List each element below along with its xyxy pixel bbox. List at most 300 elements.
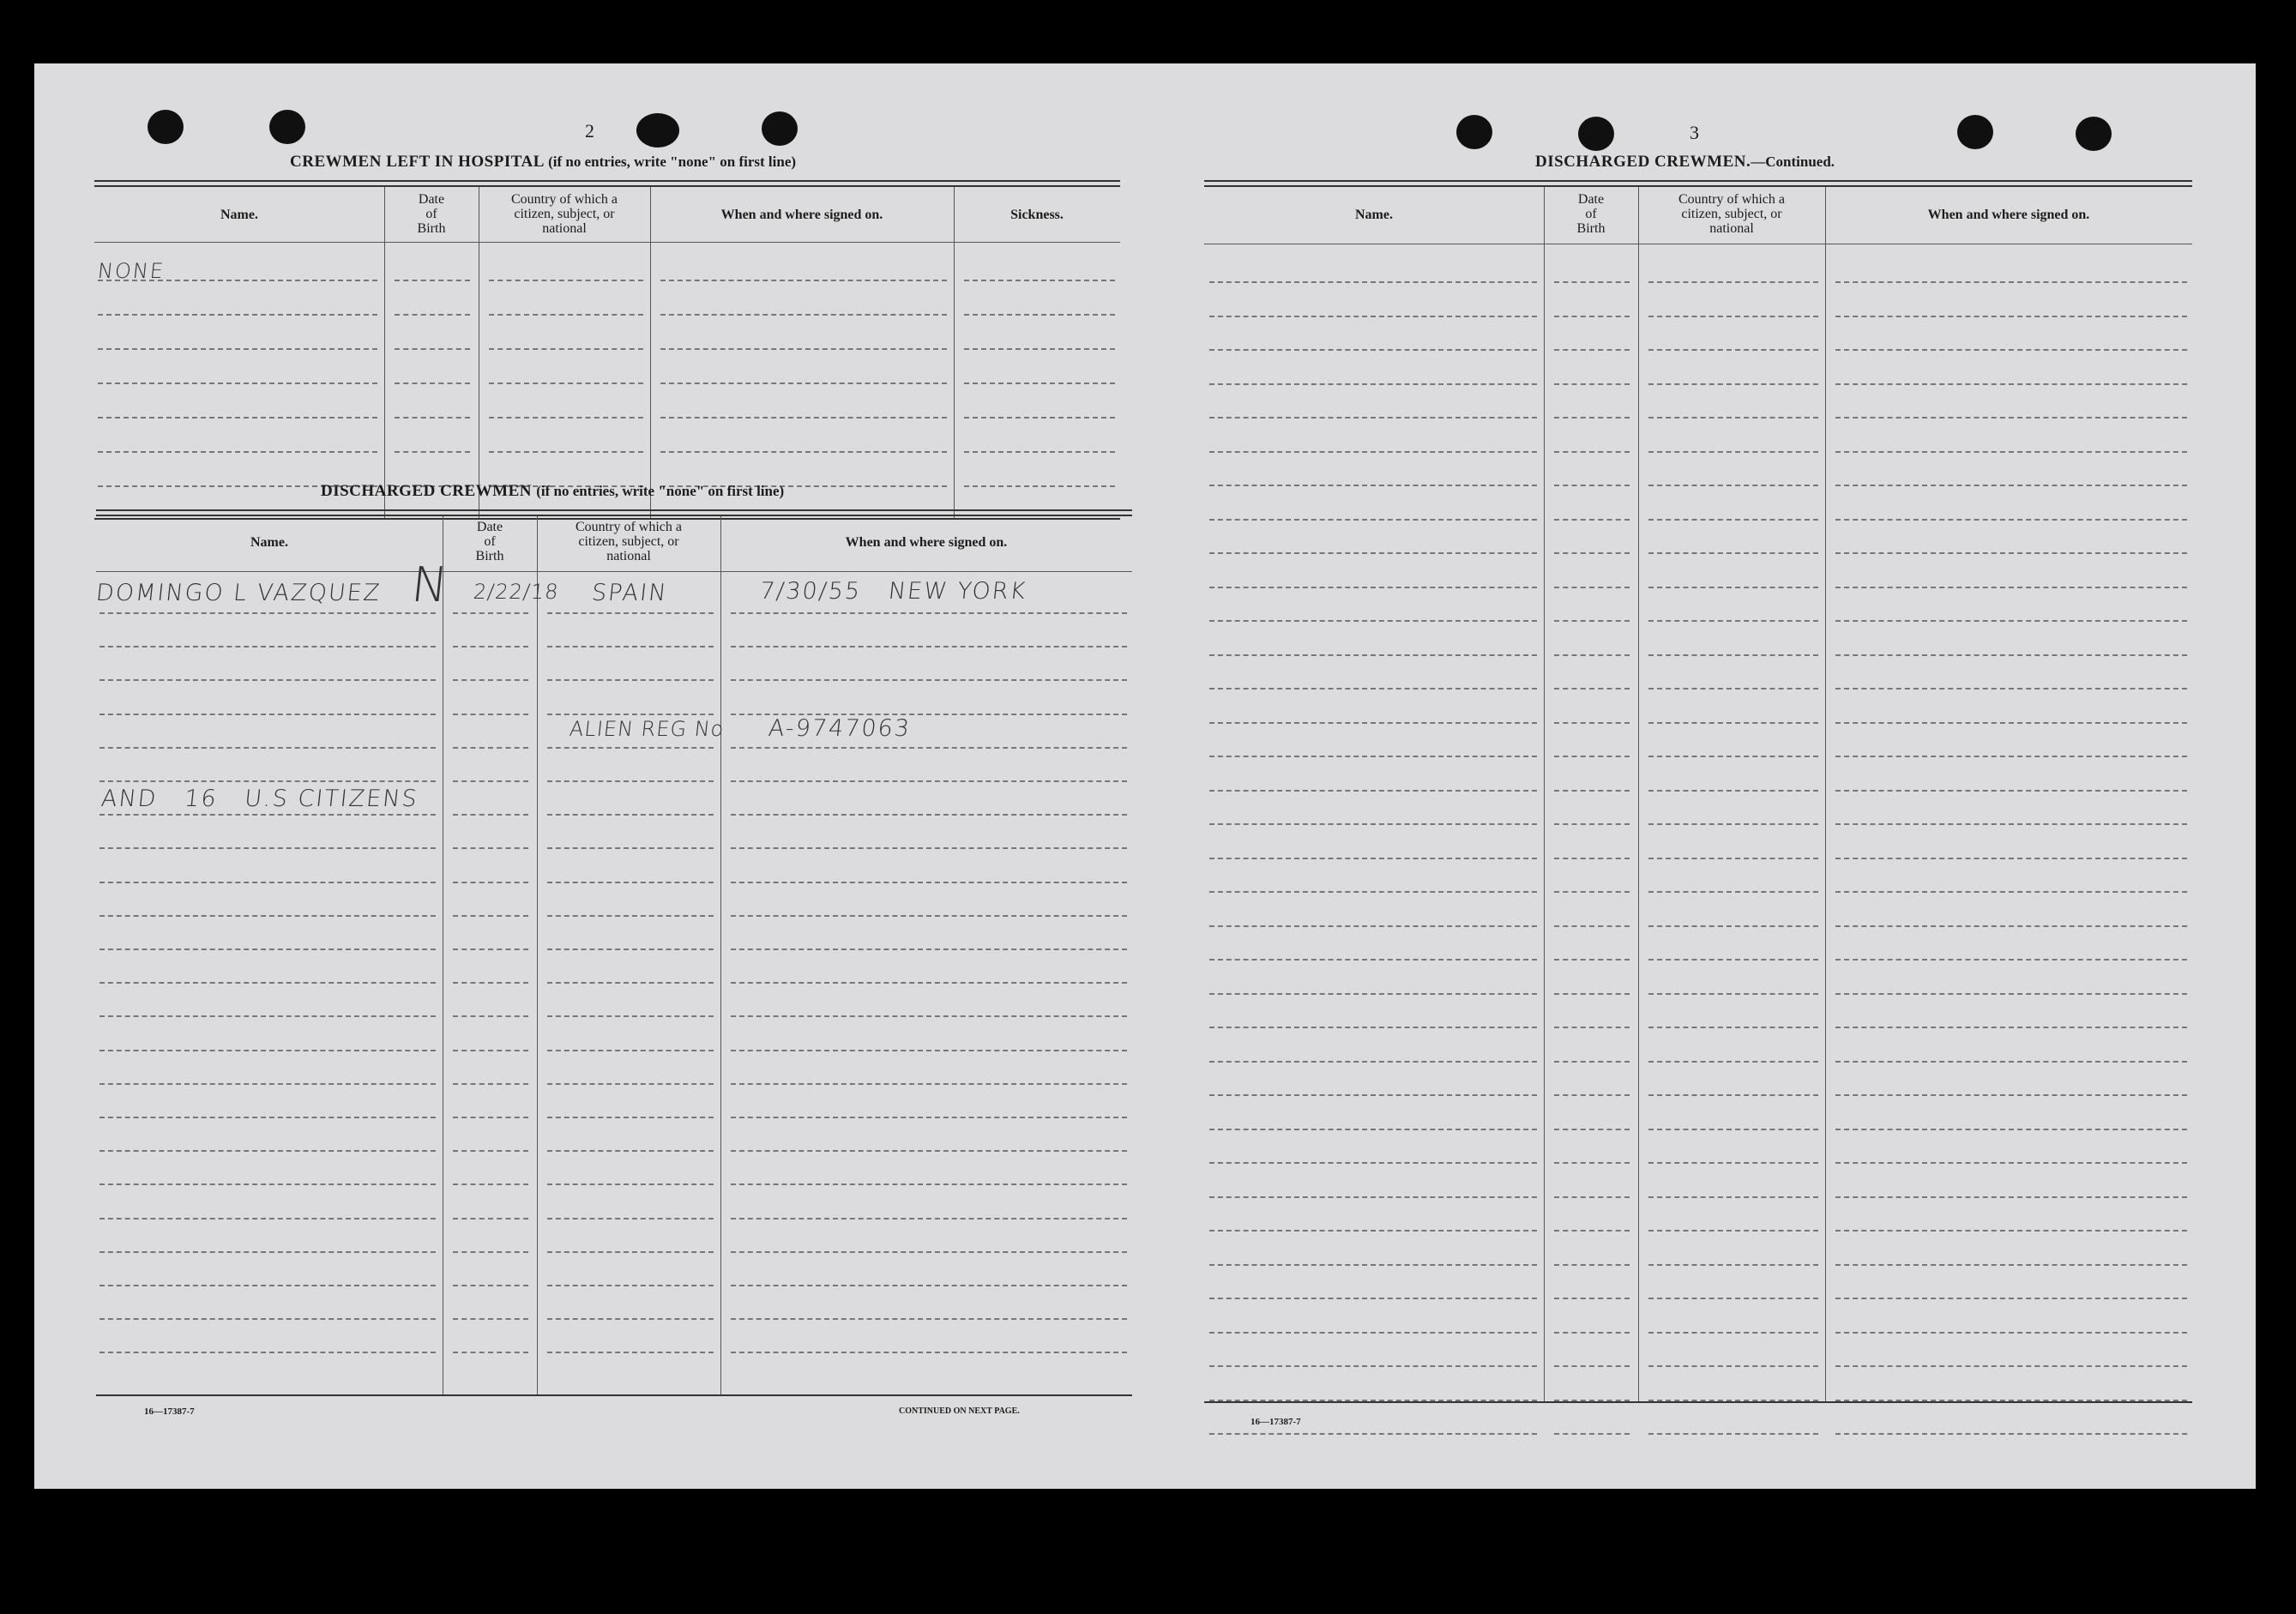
ruled-line [1209,1129,1537,1130]
header-country: Country of which a citizen, subject, or national [1678,192,1785,236]
ruled-line [1209,1162,1537,1164]
ruled-line [1209,790,1537,792]
ruled-line [547,780,714,782]
ruled-line [453,780,528,782]
ruled-line [99,1183,436,1185]
ruled-line [547,847,714,849]
ruled-line [547,1117,714,1118]
ruled-line [1648,858,1818,859]
crewman-name: DOMINGO L VAZQUEZ [94,580,383,606]
ruled-line [453,1015,528,1017]
ruled-line [731,679,1127,681]
continued-note: CONTINUED ON NEXT PAGE. [899,1406,1020,1416]
ruled-line [453,1150,528,1152]
ruled-line [1554,1365,1630,1367]
ruled-line [453,814,528,816]
ruled-line [99,646,436,647]
ruled-line [1209,316,1537,317]
ruled-line [453,915,528,917]
ruled-line [1648,993,1818,995]
ruled-line [489,348,643,350]
ruled-line [1209,281,1537,283]
ruled-line [1554,993,1630,995]
ruled-line [1554,1264,1630,1266]
ruled-line [547,982,714,984]
ruled-line [1648,519,1818,521]
ruled-line [1648,1230,1818,1232]
punch-hole [269,110,305,144]
ruled-line [1648,1061,1818,1063]
ruled-line [99,1285,436,1286]
ruled-line [731,1183,1127,1185]
ruled-line [1648,1129,1818,1130]
ruled-line [660,417,947,419]
ruled-line [547,915,714,917]
ruled-line [99,915,436,917]
ruled-line [660,314,947,316]
ruled-line [1209,756,1537,757]
ruled-line [1554,1094,1630,1096]
document-sheet [34,63,2256,1489]
ruled-line [453,1083,528,1085]
ruled-line [1835,1196,2187,1198]
ruled-line [395,280,470,281]
ruled-line [1835,1298,2187,1299]
hospital-entry: NONE [96,259,166,283]
ruled-line [395,382,470,384]
ruled-line [1648,756,1818,757]
right-section-title [1535,153,1835,172]
ruled-line [547,1352,714,1353]
ruled-line [489,314,643,316]
ruled-line [660,382,947,384]
ruled-line [964,382,1115,384]
punch-hole [1578,117,1614,151]
ruled-line [964,485,1115,487]
ruled-line [1835,654,2187,656]
header-name: Name. [1355,208,1393,222]
header-name: Name. [220,208,258,222]
ruled-line [1648,1298,1818,1299]
ruled-line [395,314,470,316]
column-divider [537,516,538,1394]
ruled-line [1554,1129,1630,1130]
ruled-line [964,280,1115,281]
ruled-line [1209,993,1537,995]
ruled-line [1648,620,1818,622]
ruled-line [731,780,1127,782]
discharged-section-title [321,482,784,501]
ruled-line [1209,1298,1537,1299]
ruled-line [1209,349,1537,351]
ruled-line [1209,1332,1537,1334]
ruled-line [1835,1129,2187,1130]
ruled-line [547,646,714,647]
ruled-line [1835,1400,2187,1401]
ruled-line [1835,485,2187,486]
ruled-line [453,1251,528,1253]
ruled-line [1554,316,1630,317]
ruled-line [547,882,714,883]
ruled-line [1648,823,1818,825]
ruled-line [1648,1433,1818,1435]
table-top-rule [96,509,1132,511]
ruled-line [731,1083,1127,1085]
ruled-line [731,646,1127,647]
ruled-line [731,1015,1127,1017]
ruled-line [395,451,470,453]
ruled-line [1209,891,1537,893]
ruled-line [453,1117,528,1118]
header-signed-on: When and where signed on. [1927,208,2090,222]
page-number-left: 2 [585,120,594,142]
header-country: Country of which a citizen, subject, or national [576,520,682,563]
ruled-line [453,982,528,984]
ruled-line [1209,587,1537,588]
discharged-table-right [1204,180,2192,1405]
ruled-line [731,915,1127,917]
ruled-line [1835,383,2187,385]
ruled-line [98,382,377,384]
right-title-text: DISCHARGED CREWMEN. [1535,153,1751,171]
ruled-line [1209,620,1537,622]
ruled-line [1209,688,1537,690]
ruled-line [1554,1298,1630,1299]
header-rule [94,242,1120,243]
ruled-line [1209,959,1537,961]
ruled-line [1648,1027,1818,1028]
ruled-line [1209,1027,1537,1028]
ruled-line [1648,281,1818,283]
ruled-line [1835,587,2187,588]
hospital-title-note: (if no entries, write "none" on first line) [548,154,797,170]
ruled-line [1554,891,1630,893]
ruled-line [453,1285,528,1286]
ruled-line [99,982,436,984]
ruled-line [1209,1230,1537,1232]
ruled-line [1209,451,1537,453]
header-dob: Date of Birth [417,192,446,236]
ruled-line [1648,417,1818,419]
ruled-line [1554,620,1630,622]
punch-hole [1957,115,1993,149]
header-rule [96,571,1132,572]
ruled-line [1648,959,1818,961]
ruled-line [99,1318,436,1320]
ruled-line [1554,383,1630,385]
ruled-line [547,747,714,749]
ruled-line [731,847,1127,849]
ruled-line [1648,1332,1818,1334]
discharged-table-left [96,509,1132,1398]
ruled-line [1648,349,1818,351]
ruled-line [731,1285,1127,1286]
ruled-line [1648,1094,1818,1096]
ruled-line [453,714,528,715]
ruled-line [1648,1365,1818,1367]
ruled-line [99,1150,436,1152]
ruled-line [1835,519,2187,521]
ruled-line [1554,587,1630,588]
ruled-line [1209,485,1537,486]
header-signed-on: When and where signed on. [720,208,883,222]
crewman-signed-on: 7/30/55 NEW YORK [758,578,1028,605]
column-divider [720,516,721,1394]
ruled-line [731,1117,1127,1118]
ruled-line [1554,281,1630,283]
header-name: Name. [250,535,288,550]
ruled-line [1554,858,1630,859]
punch-hole [636,113,679,148]
ruled-line [1648,451,1818,453]
ruled-line [98,348,377,350]
ruled-line [99,780,436,782]
ruled-line [547,679,714,681]
ruled-line [731,1050,1127,1051]
ruled-line [1554,722,1630,724]
ruled-line [453,1318,528,1320]
punch-hole [148,110,184,144]
alien-reg-label: ALIEN REG No [568,717,726,741]
ruled-line [1648,688,1818,690]
ruled-line [1554,959,1630,961]
ruled-line [1648,790,1818,792]
ruled-line [1209,383,1537,385]
ruled-line [453,847,528,849]
ruled-line [453,747,528,749]
ruled-line [489,417,643,419]
ruled-line [453,1183,528,1185]
ruled-line [1835,1433,2187,1435]
ruled-line [1648,722,1818,724]
ruled-line [1554,688,1630,690]
ruled-line [99,1117,436,1118]
header-dob: Date of Birth [1576,192,1606,236]
table-top-rule [94,185,1120,187]
header-dob: Date of Birth [475,520,504,563]
punch-hole [2076,117,2112,151]
ruled-line [395,417,470,419]
table-top-rule [1204,180,2192,182]
ruled-line [99,814,436,816]
ruled-line [98,451,377,453]
ruled-line [489,280,643,281]
ruled-line [99,1352,436,1353]
ruled-line [731,949,1127,950]
ruled-line [1835,756,2187,757]
ruled-line [1835,1332,2187,1334]
hospital-table [94,180,1120,521]
ruled-line [1209,925,1537,927]
alien-reg-number: A-9747063 [767,715,913,742]
ruled-line [99,1218,436,1220]
ruled-line [547,1285,714,1286]
ruled-line [1835,316,2187,317]
ruled-line [453,1218,528,1220]
ruled-line [1648,1400,1818,1401]
ruled-line [99,679,436,681]
ruled-line [1554,485,1630,486]
ruled-line [1209,417,1537,419]
ruled-line [660,348,947,350]
ruled-line [453,882,528,883]
ruled-line [1554,1400,1630,1401]
discharged-title-text: DISCHARGED CREWMEN [321,482,532,500]
ruled-line [1835,790,2187,792]
ruled-line [1554,790,1630,792]
ruled-line [1554,1162,1630,1164]
ruled-line [547,1083,714,1085]
ruled-line [1835,1061,2187,1063]
column-divider [954,187,955,518]
ruled-line [964,417,1115,419]
right-title-cont: —Continued. [1751,154,1835,170]
form-number-left: 16—17387-7 [144,1406,195,1417]
ruled-line [1835,858,2187,859]
ruled-line [1835,722,2187,724]
ruled-line [1209,858,1537,859]
ruled-line [1209,552,1537,554]
ruled-line [1835,552,2187,554]
ruled-line [99,1083,436,1085]
column-divider [1638,187,1639,1401]
ruled-line [1648,1264,1818,1266]
ruled-line [99,714,436,715]
ruled-line [1835,925,2187,927]
ruled-line [1554,1230,1630,1232]
ruled-line [489,382,643,384]
ruled-line [1835,1162,2187,1164]
ruled-line [1209,519,1537,521]
ruled-line [1554,1332,1630,1334]
ruled-line [1554,1061,1630,1063]
ruled-line [1648,925,1818,927]
ruled-line [1835,281,2187,283]
ruled-line [1554,1196,1630,1198]
ruled-line [1209,722,1537,724]
ruled-line [1835,959,2187,961]
crewman-dob: 2/22/18 [472,580,561,604]
ruled-line [395,348,470,350]
ruled-line [731,1352,1127,1353]
page-number-right: 3 [1690,122,1699,143]
ruled-line [1648,587,1818,588]
ruled-line [99,1015,436,1017]
ruled-line [453,1352,528,1353]
ruled-line [99,612,436,614]
ruled-line [1554,1433,1630,1435]
ruled-line [1835,891,2187,893]
ruled-line [547,949,714,950]
ruled-line [453,679,528,681]
ruled-line [1835,417,2187,419]
ruled-line [731,982,1127,984]
ruled-line [1554,519,1630,521]
column-divider [1825,187,1826,1401]
ruled-line [731,882,1127,883]
ruled-line [99,1251,436,1253]
column-divider [1544,187,1545,1401]
ruled-line [98,314,377,316]
ruled-line [547,612,714,614]
ruled-line [964,314,1115,316]
ruled-line [453,1050,528,1051]
ruled-line [1554,451,1630,453]
ruled-line [731,747,1127,749]
ruled-line [547,1150,714,1152]
ruled-line [1835,1264,2187,1266]
ruled-line [99,882,436,883]
hospital-title-text: CREWMEN LEFT IN HOSPITAL [290,153,544,171]
ruled-line [1835,823,2187,825]
ruled-line [489,451,643,453]
ruled-line [1648,383,1818,385]
ruled-line [453,949,528,950]
crewman-mark: N [408,557,451,613]
ruled-line [1554,925,1630,927]
discharged-title-note: (if no entries, write "none" on first line) [536,483,785,499]
ruled-line [1648,654,1818,656]
ruled-line [1209,1400,1537,1401]
ruled-line [99,1050,436,1051]
ruled-line [1209,1365,1537,1367]
hospital-section-title [290,153,796,172]
ruled-line [547,714,714,715]
table-bottom-rule [1204,1401,2192,1403]
ruled-line [1554,349,1630,351]
ruled-line [731,612,1127,614]
ruled-line [1554,823,1630,825]
header-sickness: Sickness. [1010,208,1064,222]
ruled-line [99,747,436,749]
table-bottom-rule [96,1394,1132,1396]
ruled-line [1209,1433,1537,1435]
crewman-country: SPAIN [590,580,669,606]
header-signed-on: When and where signed on. [845,535,1008,550]
ruled-line [1835,451,2187,453]
ruled-line [1835,620,2187,622]
ruled-line [547,1015,714,1017]
ruled-line [1835,1230,2187,1232]
ruled-line [1835,1365,2187,1367]
ruled-line [1209,1094,1537,1096]
ruled-line [1209,1061,1537,1063]
ruled-line [731,1150,1127,1152]
punch-hole [762,111,798,146]
ruled-line [1648,552,1818,554]
ruled-line [731,1318,1127,1320]
ruled-line [99,847,436,849]
ruled-line [964,451,1115,453]
ruled-line [1209,1264,1537,1266]
ruled-line [547,1050,714,1051]
ruled-line [547,1318,714,1320]
column-divider [384,187,385,518]
ruled-line [453,612,528,614]
ruled-line [1835,1094,2187,1096]
ruled-line [1554,756,1630,757]
ruled-line [1209,1196,1537,1198]
ruled-line [1648,1162,1818,1164]
table-top-rule [1204,185,2192,187]
table-top-rule [94,180,1120,182]
ruled-line [98,417,377,419]
ruled-line [1648,891,1818,893]
form-number-right: 16—17387-7 [1250,1417,1301,1427]
ruled-line [99,949,436,950]
ruled-line [547,1251,714,1253]
ruled-line [660,280,947,281]
